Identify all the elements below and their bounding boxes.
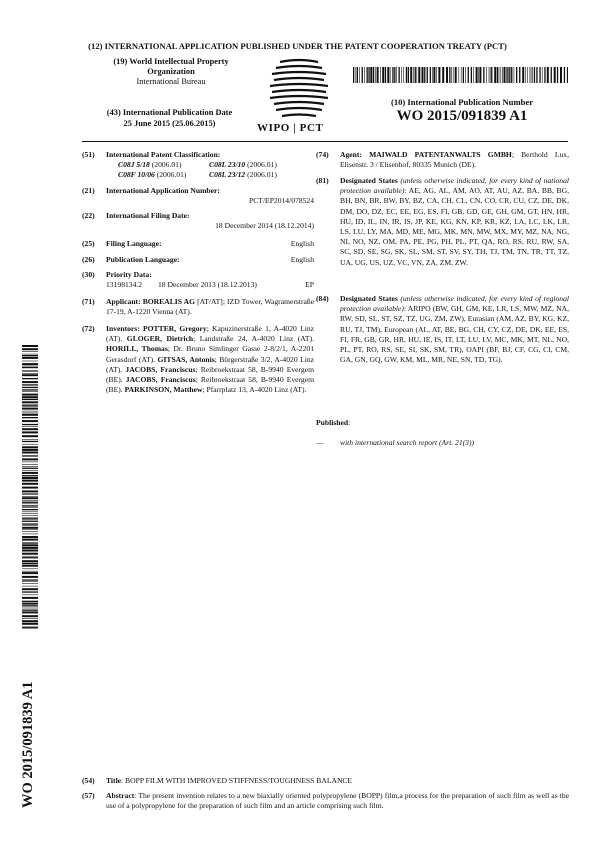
filing-date: 18 December 2014 (18.12.2014) bbox=[215, 221, 314, 231]
applicant-address: [AT/AT]; IZD Tower, Wagramerstraße 17-19, A-1220 Vienna (AT). bbox=[106, 297, 315, 317]
barcode-bar bbox=[22, 553, 38, 555]
barcode-bar bbox=[22, 512, 38, 513]
barcode-bar bbox=[22, 399, 38, 400]
barcode-bar bbox=[478, 67, 479, 83]
barcode-bar bbox=[22, 420, 38, 422]
barcode-bar bbox=[22, 417, 38, 418]
barcode-bar bbox=[22, 518, 38, 519]
side-barcode-icon bbox=[22, 345, 38, 629]
barcode-bar bbox=[422, 67, 424, 83]
barcode-bar bbox=[432, 67, 433, 83]
right-column bbox=[316, 150, 569, 447]
barcode-bar bbox=[468, 67, 469, 83]
barcode-bar bbox=[410, 67, 412, 83]
field-label: Publication Language: bbox=[106, 255, 180, 264]
barcode-bar bbox=[489, 67, 490, 83]
priority-application: 13198134.2 bbox=[106, 280, 143, 290]
barcode-bar bbox=[471, 67, 472, 83]
field-note: (unless otherwise indicated, for every kind of national protection available) bbox=[340, 176, 569, 196]
barcode-bar bbox=[22, 487, 38, 489]
barcode-bar bbox=[396, 67, 397, 83]
barcode-bar bbox=[22, 534, 38, 535]
barcode-bar bbox=[22, 439, 38, 440]
barcode-bar bbox=[22, 618, 38, 619]
barcode-bar bbox=[22, 370, 38, 371]
barcode-bar bbox=[527, 67, 528, 83]
inventor-name: GITSAS, Antonis bbox=[157, 354, 215, 364]
barcode-bar bbox=[22, 373, 38, 374]
barcode-bar bbox=[408, 67, 409, 83]
barcode-bar bbox=[22, 603, 38, 605]
inventor-name: PARKINSON, Matthew bbox=[124, 385, 203, 395]
field-number: (72) bbox=[82, 324, 95, 333]
barcode-bar bbox=[22, 493, 38, 494]
barcode-bar bbox=[22, 539, 38, 541]
barcode-bar bbox=[22, 449, 38, 451]
invention-title: : BOPP FILM WITH IMPROVED STIFFNESS/TOUGHNESS BALANCE bbox=[121, 776, 353, 785]
barcode-bar bbox=[22, 536, 38, 538]
barcode-bar bbox=[22, 475, 38, 476]
ipc-date: (2006.01) bbox=[151, 160, 182, 170]
document-title: (12) INTERNATIONAL APPLICATION PUBLISHED UNDER THE PATENT COOPERATION TREATY (PCT) bbox=[88, 41, 507, 51]
ipc-code: C08L 23/12 bbox=[209, 170, 246, 180]
barcode-bar bbox=[22, 462, 38, 463]
barcode-bar bbox=[385, 67, 386, 83]
barcode-bar bbox=[461, 67, 462, 83]
barcode-bar bbox=[22, 496, 38, 497]
barcode-bar bbox=[22, 563, 38, 564]
field-number: (84) bbox=[316, 294, 329, 303]
barcode-bar bbox=[22, 414, 38, 416]
barcode-bar bbox=[22, 529, 38, 530]
barcode-bar bbox=[364, 67, 365, 83]
barcode-bar bbox=[22, 472, 38, 474]
field-label: Designated States bbox=[340, 294, 398, 303]
barcode-bar bbox=[387, 67, 389, 83]
barcode-bar bbox=[455, 67, 457, 83]
barcode-bar bbox=[22, 527, 38, 529]
field-label: Inventors: bbox=[106, 324, 140, 333]
barcode-bar bbox=[530, 67, 531, 83]
field-number: (74) bbox=[316, 150, 329, 159]
field-label: Abstract bbox=[106, 791, 135, 800]
barcode-bar bbox=[417, 67, 418, 83]
barcode-bar bbox=[367, 67, 368, 83]
barcode-bar bbox=[22, 556, 38, 557]
inventor-name: GLOGER, Dietrich bbox=[126, 334, 194, 344]
ipc-date: (2006.01) bbox=[247, 170, 277, 180]
barcode-bar bbox=[486, 67, 487, 83]
barcode-bar bbox=[424, 67, 425, 83]
barcode-bar bbox=[22, 345, 38, 347]
field-number: (71) bbox=[82, 297, 95, 306]
barcode-bar bbox=[353, 67, 354, 83]
field-label: Applicant: bbox=[106, 297, 141, 306]
barcode-bar bbox=[22, 480, 38, 482]
barcode-bar bbox=[22, 446, 38, 448]
barcode-bar bbox=[382, 67, 384, 83]
field-label: Designated States bbox=[340, 176, 398, 185]
published-colon: : bbox=[348, 418, 351, 427]
barcode-bar bbox=[22, 401, 38, 403]
barcode-bar bbox=[501, 67, 502, 83]
barcode-bar bbox=[22, 521, 38, 522]
barcode-bar bbox=[22, 505, 38, 506]
barcode-bar bbox=[22, 477, 38, 479]
barcode-bar bbox=[22, 389, 38, 390]
barcode-bar bbox=[22, 458, 38, 460]
barcode-bar bbox=[375, 67, 376, 83]
barcode-bar bbox=[415, 67, 416, 83]
barcode-bar bbox=[504, 67, 506, 83]
barcode-bar bbox=[557, 67, 558, 83]
barcode-bar bbox=[22, 531, 38, 532]
barcode-bar bbox=[22, 565, 38, 567]
barcode-bar bbox=[497, 67, 498, 83]
inventor-address: ; Kapuzinerstraße 1, A-4020 Linz (AT). bbox=[106, 324, 314, 344]
barcode-bar bbox=[392, 67, 393, 83]
barcode-bar bbox=[534, 67, 535, 83]
barcode-bar bbox=[22, 623, 38, 625]
barcode-bar bbox=[438, 67, 440, 83]
inventor-name: HORILL, Thomas bbox=[106, 344, 168, 354]
pubdate-value: 25 June 2015 (25.06.2015) bbox=[123, 119, 216, 128]
barcode-bar bbox=[22, 468, 38, 469]
barcode-bar bbox=[22, 470, 38, 471]
barcode-bar bbox=[22, 424, 38, 425]
barcode-bar bbox=[479, 67, 481, 83]
barcode-bar bbox=[542, 67, 543, 83]
barcode-bar bbox=[406, 67, 407, 83]
vertical-publication-number bbox=[18, 648, 48, 808]
inventor-address: ; Reibroekstraat 58, B-9940 Evergem (BE). bbox=[106, 364, 314, 385]
barcode-bar bbox=[22, 351, 38, 352]
org-line-2: Organization bbox=[147, 67, 195, 76]
priority-office: EP bbox=[305, 280, 314, 290]
field-number: (30) bbox=[82, 270, 95, 279]
agent-address: ; Berthold Lux, Elisenstr. 3 / Elisenhof, 80335 Munich (DE). bbox=[340, 150, 569, 170]
barcode-bar bbox=[22, 406, 38, 407]
field-label: Filing Language: bbox=[106, 239, 162, 248]
barcode-bar bbox=[22, 411, 38, 412]
barcode-bar bbox=[483, 67, 484, 83]
barcode-bar bbox=[507, 67, 508, 83]
application-number: PCT/EP2014/078524 bbox=[249, 196, 314, 206]
barcode-bar bbox=[22, 408, 38, 410]
inventor-name: JACOBS, Franciscus bbox=[125, 375, 196, 385]
inventor-name: JACOBS, Franciscus bbox=[125, 364, 196, 374]
barcode-bar bbox=[509, 67, 510, 83]
barcode-bar bbox=[544, 67, 545, 83]
published-section bbox=[316, 418, 569, 428]
field-label: Priority Data: bbox=[106, 270, 152, 279]
barcode-bar bbox=[22, 348, 38, 350]
barcode-bar bbox=[22, 387, 38, 388]
barcode-bar bbox=[418, 67, 420, 83]
barcode-bar bbox=[22, 595, 38, 596]
barcode-bar bbox=[22, 355, 38, 356]
barcode-bar bbox=[22, 464, 38, 465]
barcode-bar bbox=[433, 67, 435, 83]
field-number: (81) bbox=[316, 176, 329, 185]
barcode-bar bbox=[22, 591, 38, 592]
barcode-bar bbox=[490, 67, 491, 83]
barcode-bar bbox=[22, 435, 38, 437]
barcode-bar bbox=[511, 67, 512, 83]
barcode-bar bbox=[394, 67, 395, 83]
barcode-bar bbox=[399, 67, 400, 83]
barcode-bar bbox=[536, 67, 537, 83]
barcode-bar bbox=[22, 490, 38, 492]
barcode-bar bbox=[401, 67, 402, 83]
barcode-bar bbox=[357, 67, 358, 83]
barcode-bar bbox=[22, 544, 38, 546]
field-label: Title bbox=[106, 776, 122, 785]
barcode-bar bbox=[22, 572, 38, 574]
barcode-bar bbox=[22, 361, 38, 362]
abstract-text: : The present invention relates to a new biaxially oriented polypropylene (BOPP) film,a process for the preparation of such film as well as the use of a polypropylene for the preparation of such film and an article comprising such film. bbox=[106, 791, 569, 811]
barcode-bar bbox=[22, 583, 38, 584]
barcode-bar bbox=[22, 405, 38, 406]
barcode-bar bbox=[22, 569, 38, 570]
applicant-name: BOREALIS AG bbox=[142, 297, 196, 306]
org-line-1: (19) World Intellectual Property bbox=[113, 57, 229, 66]
barcode-bar bbox=[22, 627, 38, 628]
barcode-bar bbox=[22, 542, 38, 543]
barcode-icon bbox=[353, 67, 568, 83]
barcode-bar bbox=[356, 67, 357, 83]
field-number: (57) bbox=[82, 791, 95, 800]
barcode-bar bbox=[514, 67, 515, 83]
barcode-bar bbox=[525, 67, 526, 83]
field-label: International Application Number: bbox=[106, 186, 220, 195]
barcode-bar bbox=[22, 513, 38, 514]
barcode-bar bbox=[473, 67, 474, 83]
barcode-bar bbox=[453, 67, 454, 83]
barcode-bar bbox=[22, 431, 38, 433]
barcode-bar bbox=[22, 608, 38, 609]
barcode-bar bbox=[22, 413, 38, 414]
barcode-bar bbox=[22, 571, 38, 572]
barcode-bar bbox=[522, 67, 524, 83]
barcode-bar bbox=[22, 502, 38, 503]
field-57 bbox=[82, 791, 569, 811]
barcode-bar bbox=[22, 500, 38, 501]
barcode-bar bbox=[390, 67, 391, 83]
barcode-bar bbox=[22, 550, 38, 552]
inventor-address: ; Reibroekstraat 58, B-9940 Evergem (BE). bbox=[106, 375, 315, 395]
barcode-bar bbox=[22, 378, 38, 379]
barcode-bar bbox=[446, 67, 448, 83]
barcode-bar bbox=[377, 67, 379, 83]
field-number: (54) bbox=[82, 776, 95, 785]
header-divider bbox=[82, 141, 568, 142]
barcode-bar bbox=[459, 67, 460, 83]
barcode-bar bbox=[22, 557, 38, 558]
priority-date: 18 December 2013 (18.12.2013) bbox=[158, 280, 257, 290]
published-dash: — bbox=[316, 438, 324, 447]
barcode-bar bbox=[22, 576, 38, 578]
barcode-bar bbox=[22, 611, 38, 613]
barcode-bar bbox=[22, 629, 38, 630]
wipo-pct-wordmark: WIPO | PCT bbox=[257, 122, 324, 134]
barcode-bar bbox=[370, 67, 372, 83]
barcode-bar bbox=[451, 67, 452, 83]
barcode-bar bbox=[22, 367, 38, 368]
barcode-bar bbox=[551, 67, 552, 83]
pubdate-label: (43) International Publication Date bbox=[106, 108, 233, 117]
barcode-bar bbox=[22, 560, 38, 562]
barcode-bar bbox=[502, 67, 503, 83]
barcode-bar bbox=[22, 391, 38, 392]
barcode-bar bbox=[22, 519, 38, 520]
barcode-bar bbox=[560, 67, 562, 83]
barcode-bar bbox=[362, 67, 363, 83]
barcode-bar bbox=[22, 580, 38, 581]
barcode-bar bbox=[22, 497, 38, 499]
barcode-bar bbox=[22, 509, 38, 510]
barcode-bar bbox=[22, 523, 38, 524]
barcode-bar bbox=[22, 455, 38, 456]
inventor-address: ; Pfarrplatz 13, A-4020 Linz (AT). bbox=[202, 385, 307, 395]
barcode-bar bbox=[380, 67, 381, 83]
barcode-bar bbox=[22, 396, 38, 398]
ipc-code: C08J 5/18 bbox=[118, 160, 150, 170]
barcode-bar bbox=[22, 483, 38, 485]
filing-language: English bbox=[290, 239, 314, 248]
barcode-bar bbox=[506, 67, 507, 83]
published-item-text: with international search report (Art. 21(3)) bbox=[340, 438, 475, 447]
barcode-bar bbox=[22, 605, 38, 606]
vertical-number-text: WO 2015/091839 A1 bbox=[20, 681, 36, 808]
barcode-bar bbox=[22, 494, 38, 495]
barcode-bar bbox=[22, 515, 38, 516]
published-item bbox=[316, 438, 569, 448]
barcode-bar bbox=[22, 588, 38, 590]
barcode-bar bbox=[22, 441, 38, 442]
barcode-bar bbox=[22, 371, 38, 372]
field-number: (25) bbox=[82, 239, 95, 248]
barcode-bar bbox=[567, 67, 568, 83]
barcode-bar bbox=[547, 67, 549, 83]
field-note: (unless otherwise indicated, for every kind of regional protection available) bbox=[340, 294, 569, 314]
barcode-bar bbox=[22, 547, 38, 549]
barcode-bar bbox=[22, 524, 38, 525]
ipc-code: C08F 10/06 bbox=[118, 170, 155, 180]
barcode-bar bbox=[22, 579, 38, 580]
barcode-bar bbox=[494, 67, 496, 83]
barcode-bar bbox=[491, 67, 492, 83]
barcode-bar bbox=[554, 67, 556, 83]
barcode-bar bbox=[463, 67, 464, 83]
designated-national-states: : AE, AG, AL, AM, AO, AT, AU, AZ, BA, BB, BG, BH, BN, BR, BW, BY, BZ, CA, CH, CL, CN, CO, CR, CU, CZ, DE, DK, DM, DO, DZ, EC, EE, EG, ES, FI, GB, GD, GE, GH, GM, GT, HN, HR, HU, ID, IL, IN, IR, IS, JP, KE, KG, KN, KP, KR, KZ, LA, LC, LK, LR, LS, LU, LY, MA, MD, ME, MG, MK, MN, MW, MX, MY, MZ, NA, NG, NI, NO, NZ, OM, PA, PE, PG, PH, PL, PT, QA, RO, RS, RU, RW, SA, SC, SD, SE, SG, SK, SL, SM, ST, SV, SY, TH, TJ, TM, TN, TR, TT, TZ, UA, UG, US, UZ, VC, VN, ZA, ZM, ZW. bbox=[340, 186, 569, 267]
barcode-bar bbox=[476, 67, 478, 83]
barcode-bar bbox=[22, 426, 38, 427]
barcode-bar bbox=[427, 67, 428, 83]
inventor-address: ; Landstraße 24, A-4020 Linz (AT). bbox=[193, 334, 314, 344]
agent-name: MAIWALD PATENTANWALTS GMBH bbox=[369, 150, 512, 159]
barcode-bar bbox=[539, 67, 540, 83]
ipc-code: C08L 23/10 bbox=[209, 160, 246, 170]
barcode-bar bbox=[531, 67, 532, 83]
barcode-bar bbox=[516, 67, 517, 83]
barcode-bar bbox=[22, 374, 38, 376]
field-label: Agent: bbox=[340, 150, 362, 159]
field-number: (21) bbox=[82, 186, 95, 195]
field-number: (26) bbox=[82, 255, 95, 264]
barcode-bar bbox=[430, 67, 431, 83]
barcode-bar bbox=[22, 586, 38, 587]
barcode-bar bbox=[465, 67, 466, 83]
barcode-bar bbox=[532, 67, 533, 83]
barcode-bar bbox=[22, 357, 38, 359]
published-label: Published bbox=[316, 418, 349, 427]
barcode-bar bbox=[22, 620, 38, 622]
barcode-bar bbox=[22, 444, 38, 445]
barcode-bar bbox=[22, 384, 38, 385]
ipc-date: (2006.01) bbox=[156, 170, 187, 180]
barcode-bar bbox=[22, 394, 38, 396]
barcode-bar bbox=[22, 610, 38, 611]
barcode-bar bbox=[403, 67, 404, 83]
barcode-bar bbox=[519, 67, 520, 83]
barcode-bar bbox=[359, 67, 360, 83]
inventor-address: ; Bürgerstraße 3/2, A-4020 Linz (AT). bbox=[106, 354, 314, 374]
barcode-bar bbox=[22, 366, 38, 367]
publication-number: WO 2015/091839 A1 bbox=[396, 108, 528, 124]
inventor-address: ; Dr. Bruno Simlinger Gasse 2-8/2/1, A-2201 Gerasdorf (AT). bbox=[106, 344, 314, 364]
publication-date-block bbox=[82, 107, 257, 129]
barcode-bar bbox=[564, 67, 565, 83]
barcode-bar bbox=[413, 67, 414, 83]
barcode-bar bbox=[436, 67, 437, 83]
inventor-name: POTTER, Gregory bbox=[143, 324, 207, 333]
barcode-bar bbox=[22, 428, 38, 430]
designated-regional-states: : ARIPO (BW, GH, GM, KE, LR, LS, MW, MZ, NA, RW, SD, SL, ST, SZ, TZ, UG, ZM, ZW), Eurasian (AM, AZ, BY, KG, KZ, RU, TJ, TM), European (AL, AT, BE, BG, CH, CY, CZ, DE, DK, EE, ES, FI, FR, GB, GR, HR, HU, IE, IS, IT, LT, LU, LV, MC, MK, MT, NL, NO, PL, PT, RO, RS, SE, SI, SK, SM, TR), OAPI (BF, BJ, CF, CG, CI, CM, GA, GN, GQ, GW, KM, ML, MR, NE, SN, TD, TG). bbox=[340, 304, 569, 365]
ipc-date: (2006.01) bbox=[247, 160, 277, 170]
barcode-bar bbox=[22, 601, 38, 602]
barcode-bar bbox=[449, 67, 450, 83]
field-54 bbox=[82, 776, 569, 786]
barcode-bar bbox=[22, 354, 38, 355]
left-column bbox=[82, 150, 314, 440]
publication-language: English bbox=[290, 255, 314, 264]
barcode-bar bbox=[373, 67, 374, 83]
barcode-bar bbox=[22, 466, 38, 467]
barcode-bar bbox=[22, 615, 38, 617]
barcode-bar bbox=[499, 67, 500, 83]
barcode-bar bbox=[442, 67, 444, 83]
pubnum-label: (10) International Publication Number bbox=[390, 97, 534, 107]
barcode-bar bbox=[22, 507, 38, 508]
field-number: (51) bbox=[82, 150, 95, 159]
barcode-bar bbox=[368, 67, 369, 83]
barcode-bar bbox=[22, 597, 38, 599]
field-number: (22) bbox=[82, 211, 95, 220]
field-label: International Filing Date: bbox=[106, 211, 190, 220]
field-label: International Patent Classification: bbox=[106, 150, 221, 159]
barcode-bar bbox=[22, 452, 38, 454]
barcode-bar bbox=[22, 363, 38, 365]
org-line-3: International Bureau bbox=[136, 77, 206, 86]
barcode-bar bbox=[22, 381, 38, 383]
issuing-organization bbox=[96, 57, 246, 87]
barcode-bar bbox=[22, 504, 38, 505]
